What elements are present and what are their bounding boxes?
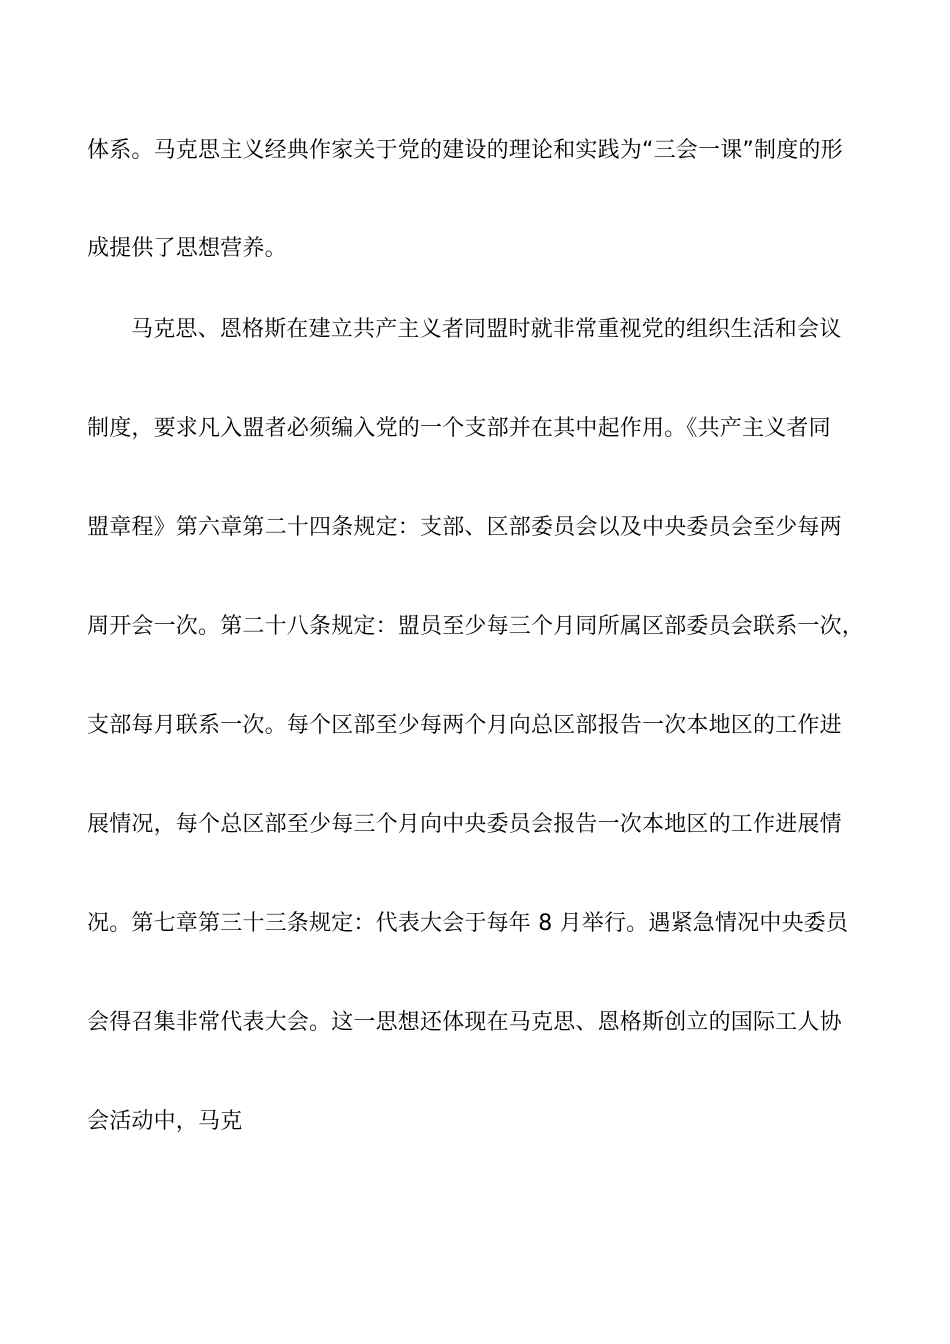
text-line-6: 周开会一次。第二十八条规定：盟员至少每三个月同所属区部委员会联系一次， <box>87 614 865 639</box>
text-line-7: 支部每月联系一次。每个区部至少每两个月向总区部报告一次本地区的工作进 <box>87 713 842 738</box>
text-line-8: 展情况，每个总区部至少每三个月向中央委员会报告一次本地区的工作进展情 <box>87 812 842 837</box>
text-line-5: 盟章程》第六章第二十四条规定：支部、区部委员会以及中央委员会至少每两 <box>87 515 842 540</box>
text-line-10: 会得召集非常代表大会。这一思想还体现在马克思、恩格斯创立的国际工人协 <box>87 1010 842 1035</box>
paragraph-first-line: 马克思、恩格斯在建立共产主义者同盟时就非常重视党的组织生活和会议 <box>131 317 842 342</box>
text-line-4: 制度，要求凡入盟者必须编入党的一个支部并在其中起作用。《共产主义者同 <box>87 416 831 441</box>
text-line-1: 体系。马克思主义经典作家关于党的建设的理论和实践为“三会一课”制度的形 <box>87 138 843 163</box>
text-line-9: 况。第七章第三十三条规定：代表大会于每年 8 月举行。遇紧急情况中央委员 <box>87 911 849 936</box>
text-line-11: 会活动中，马克 <box>87 1109 243 1134</box>
text-line-2: 成提供了思想营养。 <box>87 236 287 261</box>
